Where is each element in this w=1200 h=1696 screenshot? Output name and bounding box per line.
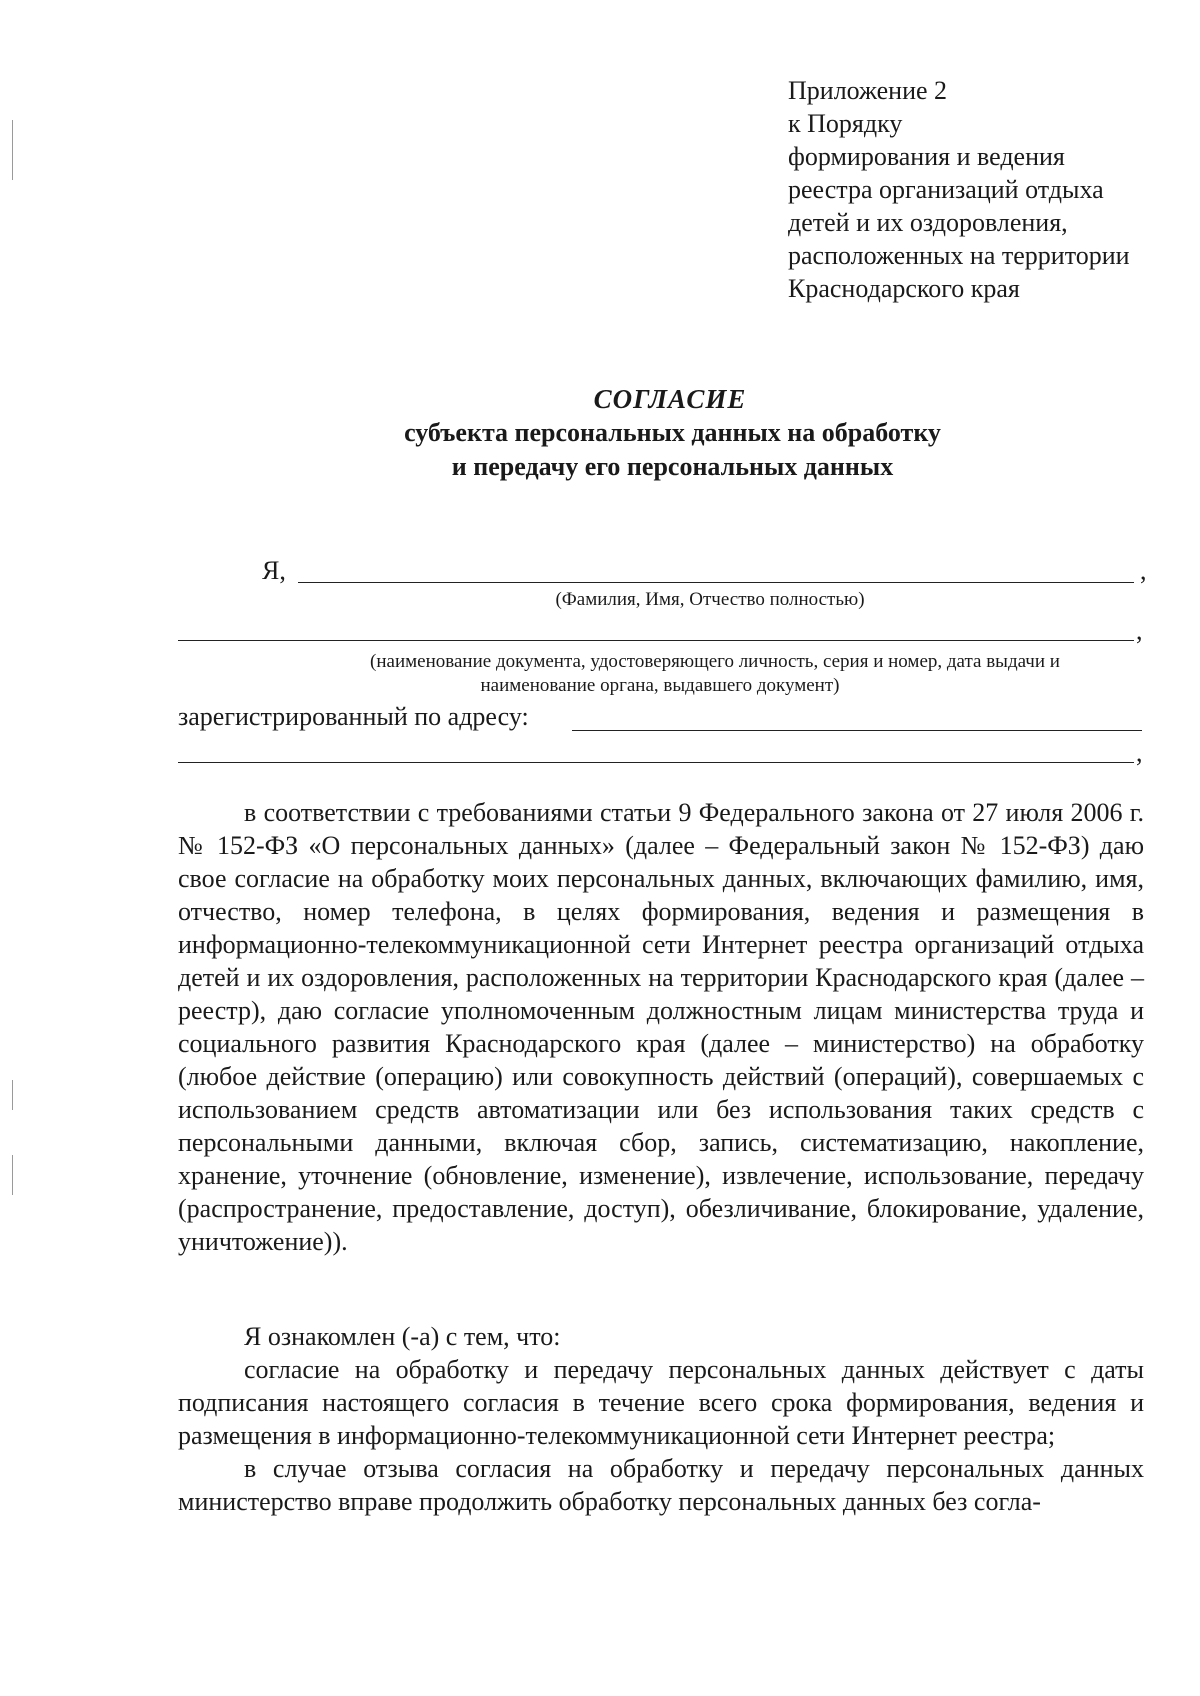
appendix-line: расположенных на территории bbox=[788, 241, 1130, 270]
address-field-line-2[interactable] bbox=[178, 762, 1134, 763]
acknowledgement-item: согласие на обработку и передачу персональных данных действует с даты подписания настоящего согласия в течение всего срока формирования, ведения и размещения в информационно-телекоммуникационной сети Интернет реестра; bbox=[178, 1355, 1144, 1450]
acknowledgement-lead: Я ознакомлен (-а) с тем, что: bbox=[244, 1322, 561, 1351]
fio-hint: (Фамилия, Имя, Отчество полностью) bbox=[555, 589, 865, 610]
document-subtitle-line: и передачу его персональных данных bbox=[451, 452, 894, 481]
fio-field-line[interactable] bbox=[298, 582, 1134, 583]
appendix-line: Приложение 2 bbox=[788, 76, 948, 105]
scan-artifact bbox=[12, 120, 13, 180]
document-heading bbox=[0, 382, 1200, 484]
comma: , bbox=[1136, 616, 1143, 645]
scan-artifact bbox=[12, 1155, 13, 1195]
appendix-line: к Порядку bbox=[788, 109, 903, 138]
appendix-line: детей и их оздоровления, bbox=[788, 208, 1068, 237]
id-document-hint-line: (наименование документа, удостоверяющего личность, серия и номер, дата выдачи и bbox=[370, 651, 1060, 672]
id-document-field-line[interactable] bbox=[178, 640, 1134, 641]
consent-body bbox=[178, 796, 1144, 1258]
scan-artifact bbox=[12, 1080, 13, 1110]
acknowledgement-item: в случае отзыва согласия на обработку и передачу персональных данных министерство вправе продолжить обработку персональных данных без согла- bbox=[178, 1454, 1144, 1516]
appendix-line: Краснодарского края bbox=[788, 274, 1020, 303]
address-label: зарегистрированный по адресу: bbox=[178, 702, 529, 731]
id-document-hint-line: наименование органа, выдавшего документ) bbox=[480, 675, 840, 696]
document-subtitle-line: субъекта персональных данных на обработку bbox=[404, 418, 941, 447]
appendix-line: реестра организаций отдыха bbox=[788, 175, 1104, 204]
appendix-line: формирования и ведения bbox=[788, 142, 1065, 171]
appendix-reference bbox=[788, 74, 1188, 305]
comma: , bbox=[1140, 556, 1147, 585]
acknowledgement-section bbox=[178, 1320, 1144, 1518]
ya-label: Я, bbox=[262, 556, 286, 585]
address-field-line[interactable] bbox=[572, 730, 1142, 731]
comma: , bbox=[1136, 738, 1143, 767]
consent-paragraph: в соответствии с требованиями статьи 9 Федерального закона от 27 июля 2006 г. № 152-ФЗ «О персональных данных» (далее – Федеральный закон № 152-ФЗ) даю свое согласие на обработку моих персональных данных, включающих фамилию, имя, отчество, номер телефона, в целях формирования, ведения и размещения в информационно-телекоммуникационной сети Интернет реестра организаций отдыха детей и их оздоровления, расположенных на территории Краснодарского края (далее – реестр), даю согласие уполномоченным должностным лицам министерства труда и социального развития Краснодарского края (далее – министерство) на обработку (любое действие (операцию) или совокупность действий (операций), совершаемых с использованием средств автоматизации или без использования таких средств с персональными данными, включая сбор, запись, систематизацию, накопление, хранение, уточнение (обновление, изменение), извлечение, использование, передачу (распространение, предоставление, доступ), обезличивание, блокирование, удаление, уничтожение)). bbox=[178, 798, 1144, 1256]
document-title: СОГЛАСИЕ bbox=[593, 384, 747, 414]
